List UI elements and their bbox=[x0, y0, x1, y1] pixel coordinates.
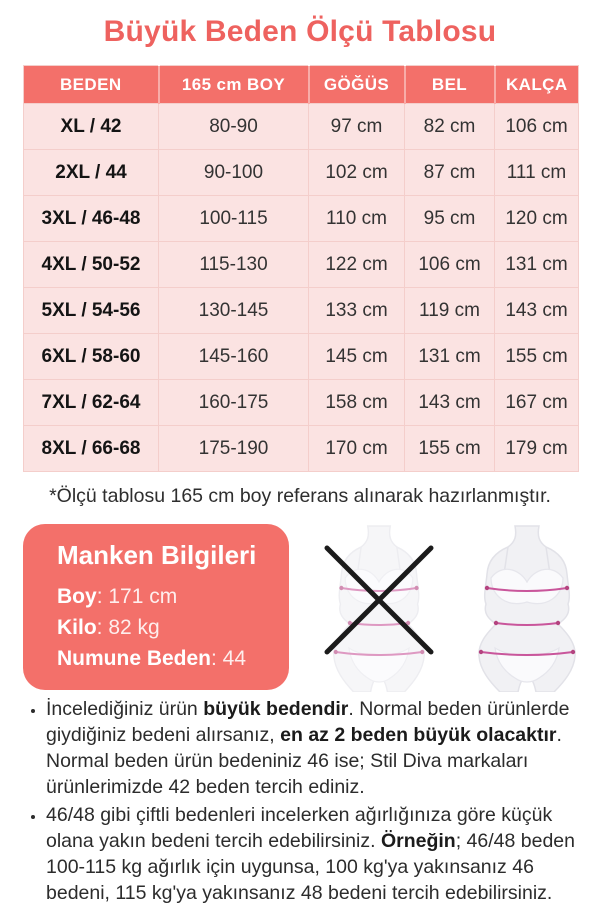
size-cell: 2XL / 44 bbox=[24, 150, 159, 196]
measure-cell: 87 cm bbox=[405, 150, 495, 196]
measure-cell: 110 cm bbox=[309, 196, 405, 242]
model-sample-size: Numune Beden: 44 bbox=[57, 647, 247, 670]
model-info-section bbox=[23, 524, 600, 692]
size-guidance-list bbox=[0, 696, 586, 906]
reference-note: *Ölçü tablosu 165 cm boy referans alınarak hazırlanmıştır. bbox=[49, 485, 551, 507]
measure-cell: 95 cm bbox=[405, 196, 495, 242]
measure-cell: 82 cm bbox=[405, 104, 495, 150]
table-row bbox=[24, 288, 579, 334]
size-cell: XL / 42 bbox=[24, 104, 159, 150]
model-weight: Kilo: 82 kg bbox=[57, 616, 160, 639]
plus-size-torso-icon bbox=[469, 524, 585, 692]
size-cell: 6XL / 58-60 bbox=[24, 334, 159, 380]
measure-cell: 122 cm bbox=[309, 242, 405, 288]
measure-cell: 143 cm bbox=[405, 380, 495, 426]
measure-cell: 145 cm bbox=[309, 334, 405, 380]
x-mark-icon bbox=[321, 524, 437, 692]
table-row bbox=[24, 196, 579, 242]
size-chart-infographic bbox=[0, 15, 600, 906]
list-item: • İncelediğiniz ürün büyük bedendir. Normal beden ürünlerde giydiğiniz bedeni alırsanız, en az 2 beden büyük olacaktır. Normal beden ürün bedeniniz 46 ise; Stil Diva markaları ürünlerimizde 42 beden tercih ediniz. bbox=[46, 696, 586, 800]
measure-cell: 80-90 bbox=[159, 104, 309, 150]
measure-cell: 131 cm bbox=[495, 242, 579, 288]
table-header-row bbox=[24, 66, 579, 104]
size-cell: 7XL / 62-64 bbox=[24, 380, 159, 426]
col-header-gogus: GÖĞÜS bbox=[309, 66, 405, 104]
measure-cell: 119 cm bbox=[405, 288, 495, 334]
table-row bbox=[24, 104, 579, 150]
size-cell: 5XL / 54-56 bbox=[24, 288, 159, 334]
measure-cell: 115-130 bbox=[159, 242, 309, 288]
measure-cell: 111 cm bbox=[495, 150, 579, 196]
measure-cell: 175-190 bbox=[159, 426, 309, 472]
measure-cell: 145-160 bbox=[159, 334, 309, 380]
measure-cell: 106 cm bbox=[495, 104, 579, 150]
measure-cell: 133 cm bbox=[309, 288, 405, 334]
table-row bbox=[24, 380, 579, 426]
model-height: Boy: 171 cm bbox=[57, 585, 178, 608]
table-row bbox=[24, 242, 579, 288]
measure-cell: 155 cm bbox=[405, 426, 495, 472]
size-table-body bbox=[24, 104, 579, 472]
size-table bbox=[23, 65, 579, 472]
measure-cell: 100-115 bbox=[159, 196, 309, 242]
table-row bbox=[24, 334, 579, 380]
page-title: Büyük Beden Ölçü Tablosu bbox=[103, 15, 497, 48]
measure-cell: 90-100 bbox=[159, 150, 309, 196]
plus-size-figure-icon bbox=[469, 524, 585, 692]
size-cell: 3XL / 46-48 bbox=[24, 196, 159, 242]
measure-cell: 106 cm bbox=[405, 242, 495, 288]
model-info-title: Manken Bilgileri bbox=[57, 540, 257, 570]
col-header-kalca: KALÇA bbox=[495, 66, 579, 104]
size-cell: 4XL / 50-52 bbox=[24, 242, 159, 288]
measure-cell: 170 cm bbox=[309, 426, 405, 472]
measure-cell: 167 cm bbox=[495, 380, 579, 426]
measure-cell: 131 cm bbox=[405, 334, 495, 380]
crossed-out-slim-figure-icon bbox=[321, 524, 437, 692]
col-header-bel: BEL bbox=[405, 66, 495, 104]
measure-cell: 160-175 bbox=[159, 380, 309, 426]
col-header-beden: BEDEN bbox=[24, 66, 159, 104]
measure-cell: 102 cm bbox=[309, 150, 405, 196]
measure-cell: 120 cm bbox=[495, 196, 579, 242]
list-item: • 46/48 gibi çiftli bedenleri incelerken ağırlığınıza göre küçük olana yakın bedeni tercih edebilirsiniz. Örneğin; 46/48 beden 100-115 kg ağırlık için uygunsa, 100 kg'ya yakınsanız 46 bedeni, 115 kg'ya yakınsanız 48 bedeni tercih edebilirsiniz. bbox=[46, 802, 586, 906]
col-header-boy: 165 cm BOY bbox=[159, 66, 309, 104]
size-cell: 8XL / 66-68 bbox=[24, 426, 159, 472]
model-info-card bbox=[23, 524, 289, 690]
measure-cell: 179 cm bbox=[495, 426, 579, 472]
table-row bbox=[24, 150, 579, 196]
measure-cell: 155 cm bbox=[495, 334, 579, 380]
table-row bbox=[24, 426, 579, 472]
measure-cell: 130-145 bbox=[159, 288, 309, 334]
measure-cell: 158 cm bbox=[309, 380, 405, 426]
measure-cell: 97 cm bbox=[309, 104, 405, 150]
measure-cell: 143 cm bbox=[495, 288, 579, 334]
